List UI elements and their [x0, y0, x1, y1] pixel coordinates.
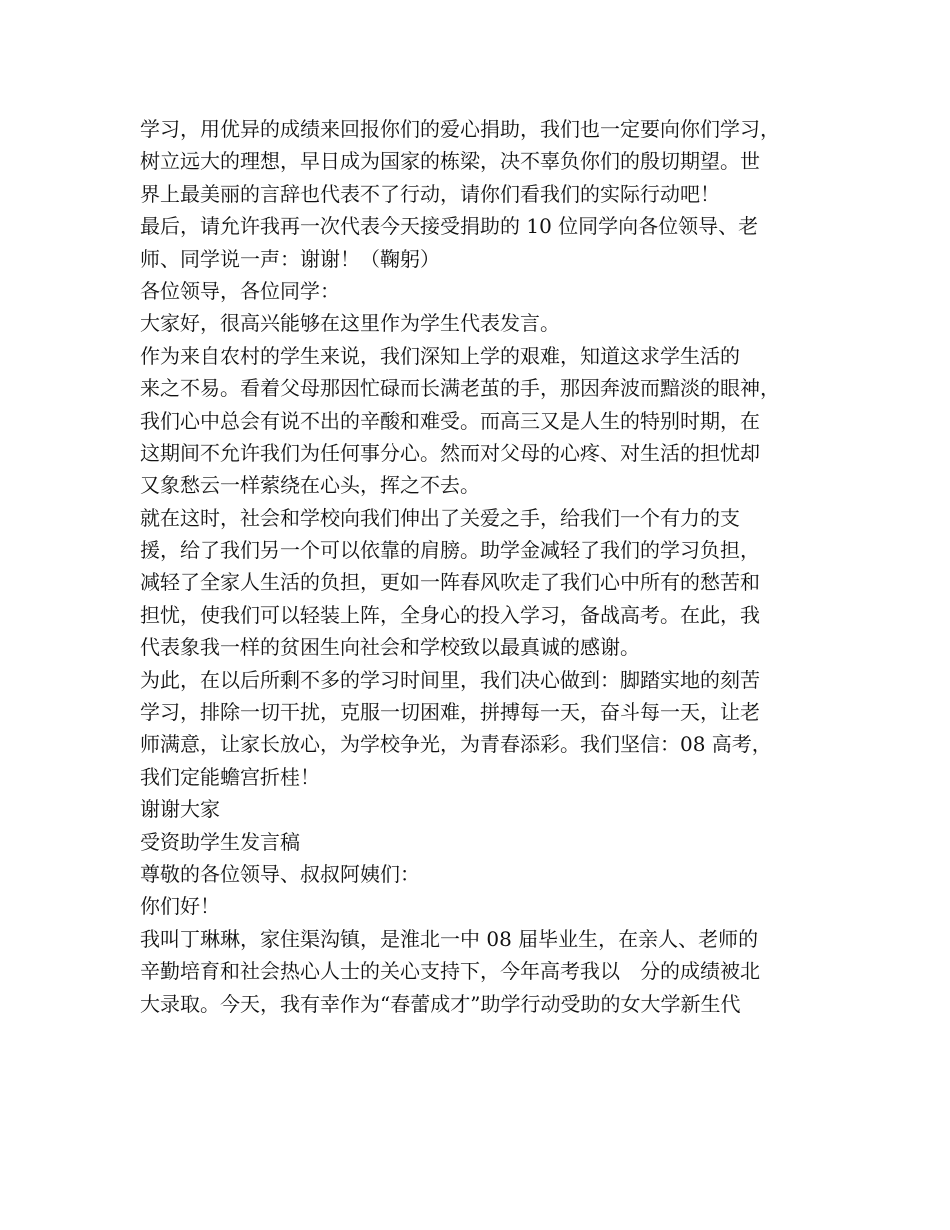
text-line: 界上最美丽的言辞也代表不了行动，请你们看我们的实际行动吧！ [140, 181, 720, 206]
text-line: 各位领导，各位同学： [140, 278, 340, 303]
text-line: 我们定能蟾宫折桂！ [140, 764, 320, 789]
text-line: 担忧，使我们可以轻装上阵，全身心的投入学习，备战高考。在此，我 [140, 602, 760, 627]
text-line: 师、同学说一声：谢谢！（鞠躬） [140, 246, 440, 271]
text-line: 学习，排除一切干扰，克服一切困难，拼搏每一天，奋斗每一天，让老 [140, 700, 760, 725]
text-line: 最后，请允许我再一次代表今天接受捐助的 10 位同学向各位领导、老 [140, 214, 759, 239]
text-line: 这期间不允许我们为任何事分心。然而对父母的心疼、对生活的担忧却 [140, 440, 760, 465]
text-line: 我叫丁琳琳，家住渠沟镇，是淮北一中 08 届毕业生，在亲人、老师的 [140, 926, 759, 951]
text-line: 就在这时，社会和学校向我们伸出了关爱之手，给我们一个有力的支 [140, 505, 740, 530]
text-line: 大录取。今天，我有幸作为“春蕾成才”助学行动受助的女大学新生代 [140, 991, 741, 1016]
text-line: 代表象我一样的贫困生向社会和学校致以最真诚的感谢。 [140, 635, 640, 660]
text-line: 减轻了全家人生活的负担，更如一阵春风吹走了我们心中所有的愁苦和 [140, 570, 760, 595]
text-line: 辛勤培育和社会热心人士的关心支持下，今年高考我以 分的成绩被北 [140, 959, 760, 984]
text-line: 又象愁云一样萦绕在心头，挥之不去。 [140, 473, 480, 498]
text-line: 作为来自农村的学生来说，我们深知上学的艰难，知道这求学生活的 [140, 343, 740, 368]
document-page [140, 113, 840, 1020]
text-line: 谢谢大家 [140, 797, 220, 822]
text-line: 大家好，很高兴能够在这里作为学生代表发言。 [140, 311, 560, 336]
text-line: 尊敬的各位领导、叔叔阿姨们： [140, 861, 420, 886]
section-heading: 受资助学生发言稿 [140, 829, 300, 854]
text-line: 援，给了我们另一个可以依靠的肩膀。助学金减轻了我们的学习负担， [140, 538, 760, 563]
text-line: 为此，在以后所剩不多的学习时间里，我们决心做到：脚踏实地的刻苦 [140, 667, 760, 692]
text-line: 学习，用优异的成绩来回报你们的爱心捐助，我们也一定要向你们学习， [140, 117, 780, 141]
text-line: 我们心中总会有说不出的辛酸和难受。而高三又是人生的特别时期，在 [140, 408, 760, 433]
text-line: 来之不易。看着父母那因忙碌而长满老茧的手，那因奔波而黯淡的眼神， [140, 376, 780, 401]
text-line: 你们好！ [140, 894, 220, 919]
text-line: 师满意，让家长放心，为学校争光，为青春添彩。我们坚信：08 高考， [140, 732, 772, 757]
text-line: 树立远大的理想，早日成为国家的栋梁，决不辜负你们的殷切期望。世 [140, 149, 760, 174]
